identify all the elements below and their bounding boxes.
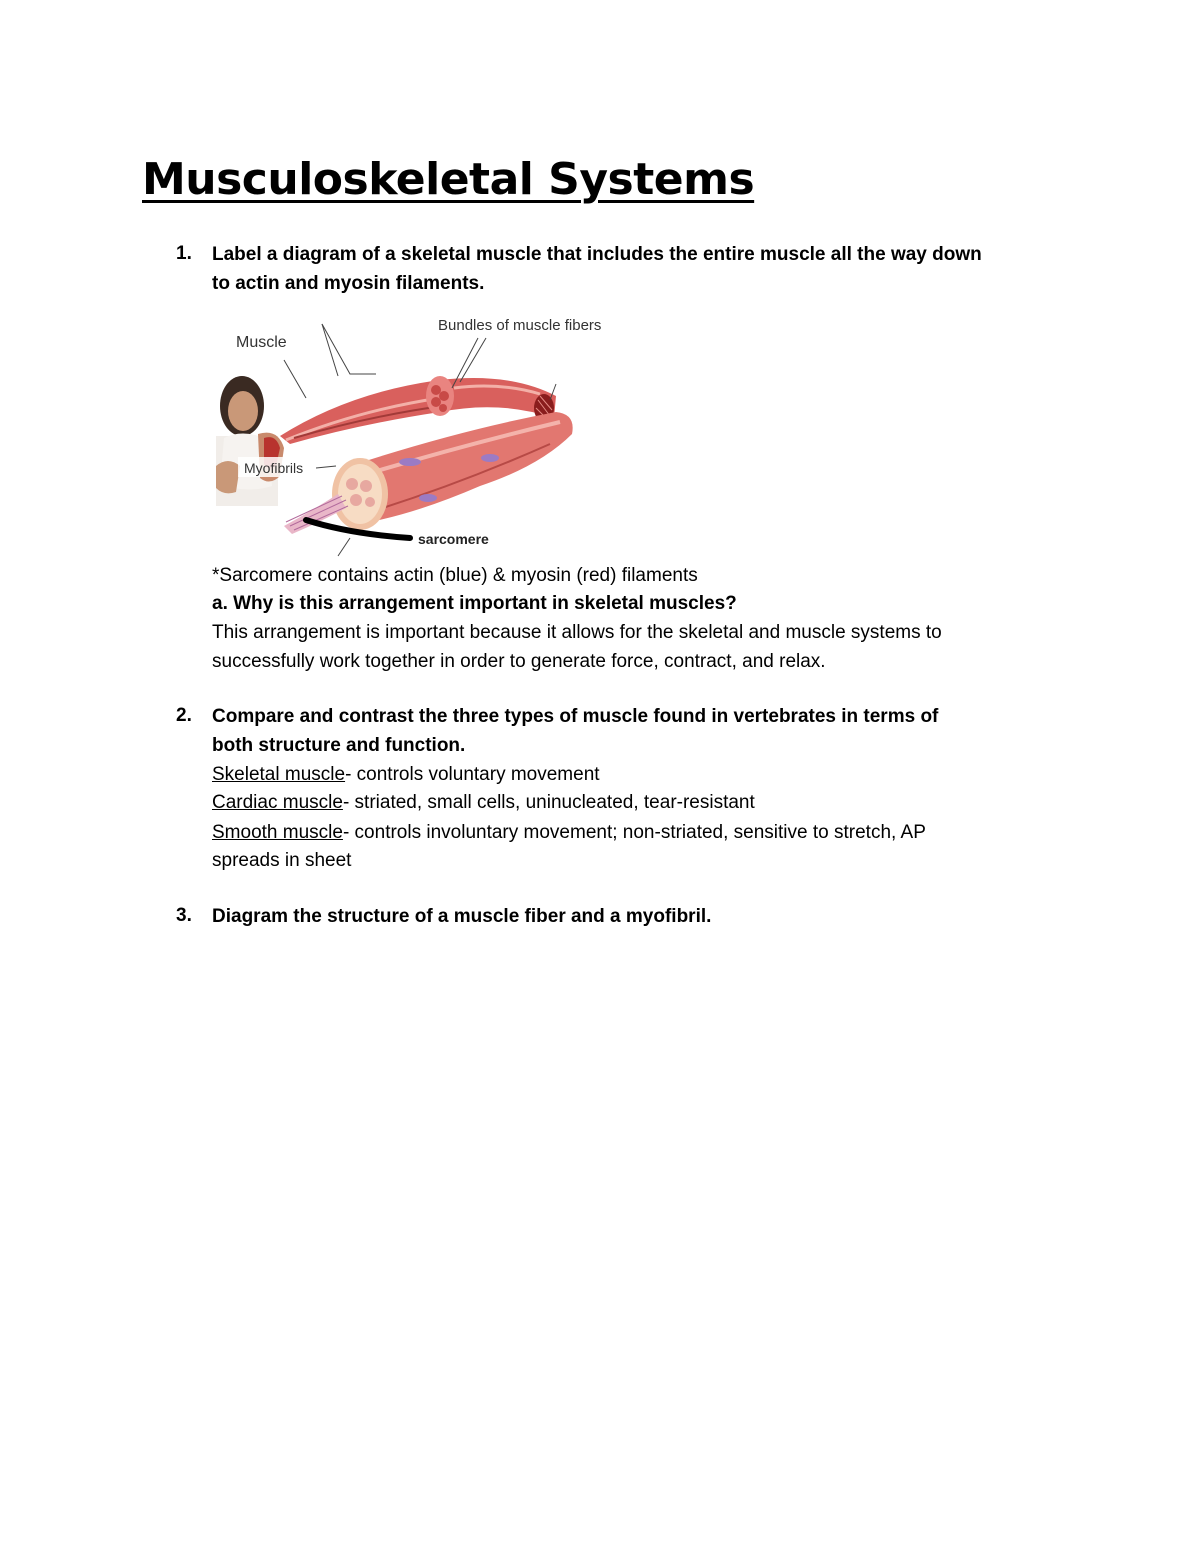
- question-1a-answer-line2: successfully work together in order to generate force, contract, and relax.: [212, 651, 826, 672]
- muscle-type-description: - controls involuntary movement; non-striated, sensitive to stretch, AP: [342, 822, 926, 843]
- question-3-number: 3.: [176, 905, 192, 926]
- question-1a-prompt: a. Why is this arrangement important in skeletal muscles?: [212, 593, 737, 614]
- muscle-type-term: Cardiac muscle: [212, 792, 343, 813]
- muscle-type-description: - striated, small cells, uninucleated, tear-resistant: [342, 792, 755, 813]
- question-1a-answer-line1: This arrangement is important because it allows for the skeletal and muscle systems to: [212, 622, 942, 643]
- sarcomere-note: *Sarcomere contains actin (blue) & myosin (red) filaments: [212, 565, 698, 586]
- muscle-type-smooth: [212, 818, 926, 847]
- muscle-type-term: Skeletal muscle: [212, 764, 346, 785]
- question-1-number: 1.: [176, 243, 192, 264]
- question-2-number: 2.: [176, 705, 192, 726]
- woman-figure-image: [216, 376, 284, 506]
- muscle-structure-diagram: [210, 316, 650, 562]
- muscle-type-term: Smooth muscle: [212, 822, 343, 843]
- label-myofibrils: Myofibrils: [244, 460, 304, 476]
- question-1-prompt-line2: to actin and myosin filaments.: [212, 273, 485, 294]
- label-muscle: Muscle: [236, 334, 287, 351]
- question-2-prompt-line2: both structure and function.: [212, 735, 466, 756]
- label-sarcomere: sarcomere: [418, 531, 489, 547]
- question-2-prompt-line1: Compare and contrast the three types of muscle found in vertebrates in terms of: [212, 706, 939, 727]
- question-1-prompt-line1: Label a diagram of a skeletal muscle that includes the entire muscle all the way down: [212, 244, 982, 265]
- muscle-type-cardiac: [212, 788, 755, 817]
- muscle-type-description: - controls voluntary movement: [345, 764, 600, 785]
- question-3-prompt: Diagram the structure of a muscle fiber and a myofibril.: [212, 906, 712, 927]
- label-bundles-of-muscle-fibers: Bundles of muscle fibers: [438, 317, 602, 334]
- page-title: Musculoskeletal Systems: [142, 154, 755, 205]
- muscle-type-smooth-continuation: spreads in sheet: [212, 850, 352, 871]
- muscle-type-skeletal: [212, 760, 600, 789]
